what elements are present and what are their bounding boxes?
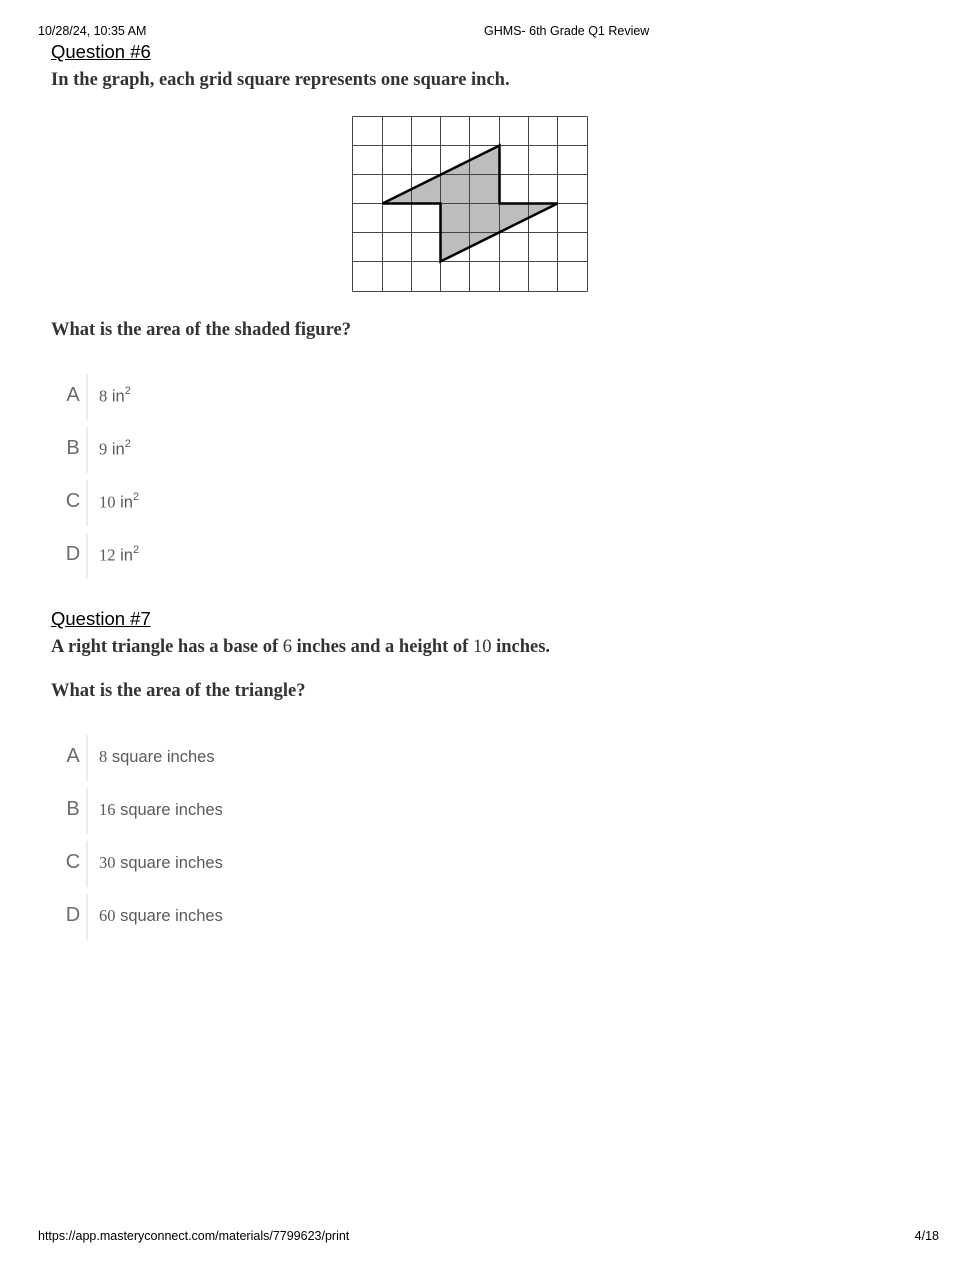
choice-divider — [86, 894, 88, 940]
answer-choice-b[interactable] — [51, 425, 451, 478]
choice-divider — [86, 841, 88, 887]
choice-exponent: 2 — [124, 438, 131, 450]
choice-text — [99, 386, 131, 407]
choice-number: 10 — [99, 492, 116, 512]
question-6-title: Question #6 — [51, 41, 151, 62]
choice-text — [99, 545, 139, 566]
choice-unit: in — [111, 440, 125, 459]
question-6-prompt: What is the area of the shaded figure? — [51, 320, 351, 340]
choice-number: 8 — [99, 386, 108, 406]
choice-number: 12 — [99, 545, 116, 565]
answer-choice-c[interactable] — [51, 478, 451, 531]
choice-number: 8 — [99, 747, 108, 766]
intro-text: A right triangle has a base of — [51, 637, 283, 657]
choice-text — [99, 800, 223, 820]
choice-exponent: 2 — [132, 491, 140, 503]
grid-figure — [352, 114, 589, 294]
question-6-intro: In the graph, each grid square represents one square inch. — [51, 70, 510, 90]
choice-divider — [86, 374, 88, 420]
choice-letter: C — [65, 490, 81, 512]
choice-exponent: 2 — [124, 385, 131, 397]
choice-unit: square inches — [115, 854, 223, 872]
answer-choice-d[interactable] — [51, 892, 451, 945]
choice-divider — [86, 788, 88, 834]
print-datetime: 10/28/24, 10:35 AM — [38, 24, 147, 38]
choice-text — [99, 492, 139, 513]
base-value: 6 — [282, 637, 293, 657]
answer-choice-d[interactable] — [51, 531, 451, 584]
choice-letter: D — [65, 904, 81, 926]
choice-text — [99, 906, 223, 926]
choice-unit: square inches — [115, 801, 223, 819]
choice-number: 16 — [99, 800, 116, 819]
question-6-figure — [352, 114, 589, 294]
question-7-intro — [51, 637, 550, 658]
choice-number: 30 — [99, 853, 116, 872]
choice-letter: A — [66, 745, 80, 767]
choice-divider — [86, 735, 88, 781]
answer-choice-a[interactable] — [51, 733, 451, 786]
page-url: https://app.masteryconnect.com/materials/7799623/print — [38, 1229, 350, 1243]
intro-text: inches. — [491, 637, 551, 657]
choice-unit: in — [111, 387, 125, 406]
document-title: GHMS- 6th Grade Q1 Review — [484, 24, 650, 38]
choice-number: 60 — [99, 906, 116, 925]
question-6-choices — [51, 372, 451, 584]
intro-text: inches and a height of — [292, 637, 473, 657]
choice-letter: B — [66, 437, 80, 459]
choice-letter: C — [65, 851, 81, 873]
choice-unit: in — [120, 493, 133, 512]
choice-letter: D — [65, 543, 81, 565]
choice-divider — [86, 480, 88, 526]
choice-unit: in — [120, 546, 133, 565]
question-7-choices — [51, 733, 451, 945]
choice-unit: square inches — [115, 907, 223, 925]
answer-choice-a[interactable] — [51, 372, 451, 425]
page-number: 4/18 — [914, 1229, 939, 1243]
choice-number: 9 — [99, 439, 108, 459]
choice-exponent: 2 — [132, 544, 140, 556]
question-7-title: Question #7 — [51, 608, 151, 629]
answer-choice-c[interactable] — [51, 839, 451, 892]
answer-choice-b[interactable] — [51, 786, 451, 839]
question-7-prompt: What is the area of the triangle? — [51, 681, 306, 701]
choice-text — [99, 747, 215, 767]
choice-text — [99, 853, 223, 873]
choice-letter: B — [66, 798, 80, 820]
choice-letter: A — [66, 384, 80, 406]
choice-divider — [86, 427, 88, 473]
height-value: 10 — [472, 637, 492, 657]
choice-divider — [86, 533, 88, 579]
choice-text — [99, 439, 131, 460]
choice-unit: square inches — [107, 748, 215, 766]
